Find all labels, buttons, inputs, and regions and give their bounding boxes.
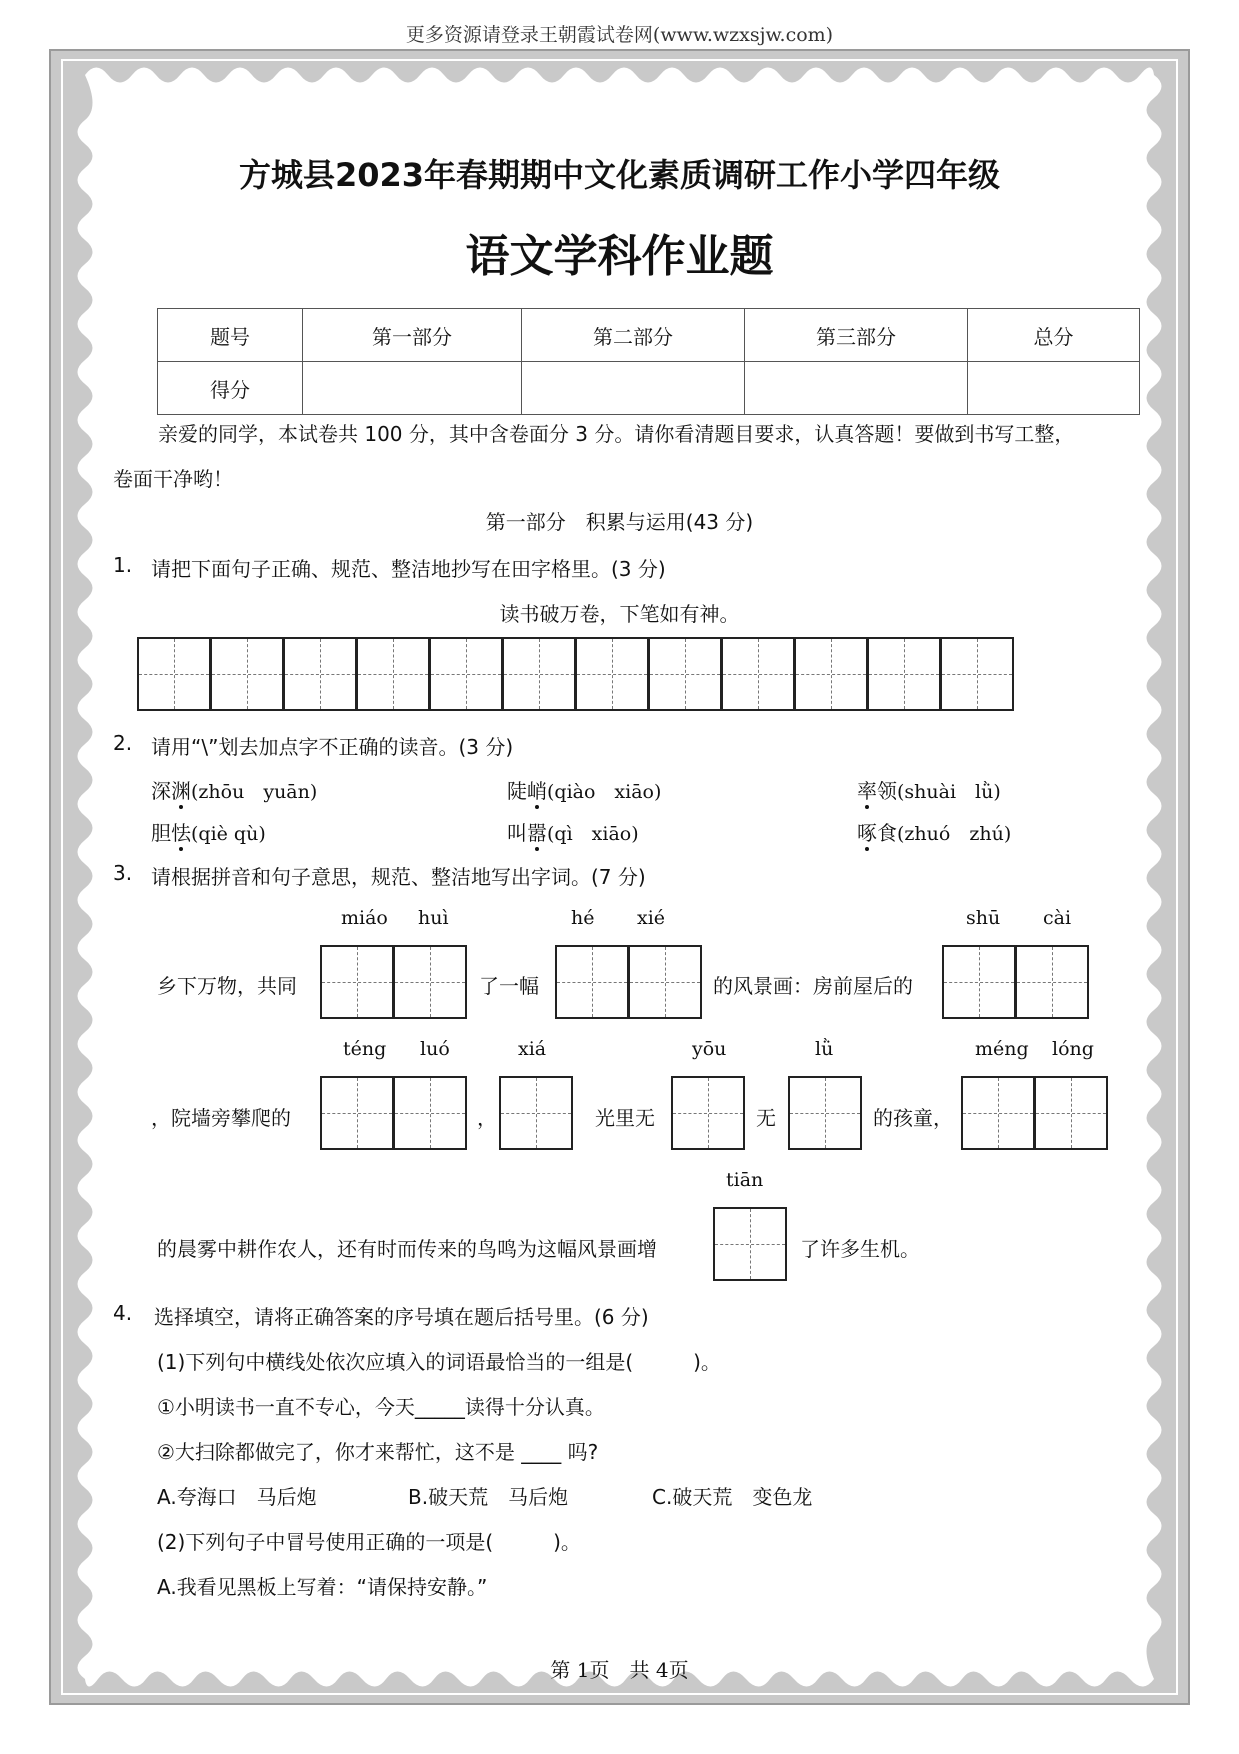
tianzige-box[interactable] — [628, 945, 702, 1019]
q2-item: 叫嚣(qì xiāo) — [507, 821, 639, 845]
tianzige-box[interactable] — [320, 945, 394, 1019]
q3-text: ， — [477, 1106, 497, 1130]
header-source-note: 更多资源请登录王朝霞试卷网(www.wzxsjw.com) — [405, 24, 834, 46]
tianzige-box[interactable] — [555, 945, 629, 1019]
q3-pinyin: lǜ — [815, 1038, 834, 1060]
q4-sub2: (2)下列句子中冒号使用正确的一项是( )。 — [157, 1530, 581, 1554]
q2-pinyin-option[interactable]: (zhōu yuān) — [191, 781, 318, 803]
q3-text: 光里无 — [595, 1106, 655, 1130]
q4-number: 4. — [113, 1301, 133, 1325]
tianzige-box[interactable] — [320, 1076, 394, 1150]
q2-item: 陡峭(qiào xiāo) — [507, 779, 662, 803]
q2-item: 率领(shuài lǜ) — [857, 779, 1001, 803]
tianzige-box[interactable] — [942, 945, 1016, 1019]
tianzige-box[interactable] — [794, 637, 868, 711]
q2-item: 深渊(zhōu yuān) — [151, 779, 318, 803]
page-footer: 第 1页 共 4页 — [550, 1658, 689, 1682]
score-cell[interactable] — [745, 362, 968, 415]
q4-option-b[interactable]: B.破天荒 马后炮 — [408, 1485, 569, 1509]
tianzige-box[interactable] — [575, 637, 649, 711]
tianzige-box[interactable] — [429, 637, 503, 711]
table-cell: 第二部分 — [522, 309, 745, 362]
tianzige-box[interactable] — [940, 637, 1014, 711]
score-cell[interactable] — [522, 362, 745, 415]
q2-number: 2. — [113, 731, 133, 755]
q3-pinyin: lóng — [1052, 1038, 1094, 1060]
q1-sentence: 读书破万卷，下笔如有神。 — [499, 602, 740, 626]
q4-sentence-1: ①小明读书一直不专心，今天_____读得十分认真。 — [157, 1395, 605, 1419]
q3-pinyin: hé — [571, 907, 595, 929]
q2-item: 胆怯(qiè qù) — [151, 821, 266, 845]
q4-option-c[interactable]: C.破天荒 变色龙 — [652, 1485, 813, 1509]
table-row — [158, 362, 1140, 415]
q3-text: 了许多生机。 — [800, 1237, 920, 1261]
q3-pinyin: tiān — [726, 1169, 764, 1191]
score-cell[interactable] — [303, 362, 522, 415]
q3-pinyin: miáo — [341, 907, 388, 929]
tianzige-box[interactable] — [393, 1076, 467, 1150]
table-cell: 得分 — [158, 362, 303, 415]
tianzige-box[interactable] — [713, 1207, 787, 1281]
tianzige-box[interactable] — [867, 637, 941, 711]
q2-item: 啄食(zhuó zhú) — [857, 821, 1012, 845]
intro-text-cont: 卷面干净哟！ — [113, 467, 233, 491]
table-cell: 第三部分 — [745, 309, 968, 362]
tianzige-box[interactable] — [648, 637, 722, 711]
tianzige-box[interactable] — [502, 637, 576, 711]
q4-sentence-2: ②大扫除都做完了，你才来帮忙，这不是 ____ 吗? — [157, 1440, 599, 1464]
q3-text: 的风景画：房前屋后的 — [713, 974, 913, 998]
q3-text: 的孩童， — [873, 1106, 953, 1130]
q3-text: 的晨雾中耕作农人，还有时而传来的鸟鸣为这幅风景画增 — [157, 1237, 657, 1261]
tianzige-box[interactable] — [283, 637, 357, 711]
q3-number: 3. — [113, 861, 133, 885]
exam-title-line1: 方城县2023年春期期中文化素质调研工作小学四年级 — [238, 156, 1001, 194]
q2-pinyin-option[interactable]: (zhuó zhú) — [897, 823, 1012, 845]
q3-text: 了一幅 — [479, 974, 539, 998]
q4-sub1: (1)下列句中横线处依次应填入的词语最恰当的一组是( )。 — [157, 1350, 721, 1374]
q3-text: 乡下万物，共同 — [157, 974, 297, 998]
q3-pinyin: xiá — [518, 1038, 547, 1060]
tianzige-box[interactable] — [671, 1076, 745, 1150]
q3-pinyin: méng — [975, 1038, 1029, 1060]
exam-title-line2: 语文学科作业题 — [465, 231, 774, 282]
q3-instruction: 请根据拼音和句子意思，规范、整洁地写出字词。(7 分) — [151, 865, 646, 889]
table-cell: 总分 — [968, 309, 1140, 362]
q3-pinyin: yōu — [692, 1038, 727, 1060]
q3-pinyin: huì — [418, 907, 449, 929]
tianzige-box[interactable] — [961, 1076, 1035, 1150]
q2-pinyin-option[interactable]: (qiè qù) — [191, 823, 266, 845]
q2-pinyin-option[interactable]: (qiào xiāo) — [547, 781, 662, 803]
tianzige-box[interactable] — [393, 945, 467, 1019]
tianzige-box[interactable] — [1015, 945, 1089, 1019]
q2-instruction: 请用“\”划去加点字不正确的读音。(3 分) — [151, 735, 514, 759]
tianzige-box[interactable] — [499, 1076, 573, 1150]
q3-text: 无 — [756, 1106, 776, 1130]
q3-text: ，院墙旁攀爬的 — [151, 1106, 291, 1130]
table-cell: 题号 — [158, 309, 303, 362]
q4-sub2-option-a[interactable]: A.我看见黑板上写着：“请保持安静。” — [157, 1575, 488, 1599]
intro-text: 亲爱的同学，本试卷共 100 分，其中含卷面分 3 分。请你看清题目要求，认真答题！要做到书写工整， — [158, 422, 1075, 446]
q4-instruction: 选择填空，请将正确答案的序号填在题后括号里。(6 分) — [154, 1305, 649, 1329]
section1-title: 第一部分 积累与运用(43 分) — [485, 510, 754, 534]
q2-pinyin-option[interactable]: (qì xiāo) — [547, 823, 639, 845]
tianzige-box[interactable] — [356, 637, 430, 711]
q1-number: 1. — [113, 553, 133, 577]
q3-pinyin: xié — [637, 907, 666, 929]
q3-pinyin: téng — [343, 1038, 387, 1060]
score-cell[interactable] — [968, 362, 1140, 415]
tianzige-box[interactable] — [1034, 1076, 1108, 1150]
q3-pinyin: cài — [1043, 907, 1072, 929]
q1-instruction: 请把下面句子正确、规范、整洁地抄写在田字格里。(3 分) — [151, 557, 666, 581]
table-cell: 第一部分 — [303, 309, 522, 362]
table-row — [158, 309, 1140, 362]
score-table — [157, 308, 1140, 415]
tianzige-box[interactable] — [210, 637, 284, 711]
tianzige-box[interactable] — [137, 637, 211, 711]
q3-pinyin: luó — [420, 1038, 450, 1060]
tianzige-box[interactable] — [788, 1076, 862, 1150]
q2-pinyin-option[interactable]: (shuài lǜ) — [897, 781, 1001, 803]
q4-option-a[interactable]: A.夸海口 马后炮 — [157, 1485, 317, 1509]
q3-pinyin: shū — [966, 907, 1001, 929]
tianzige-box[interactable] — [721, 637, 795, 711]
